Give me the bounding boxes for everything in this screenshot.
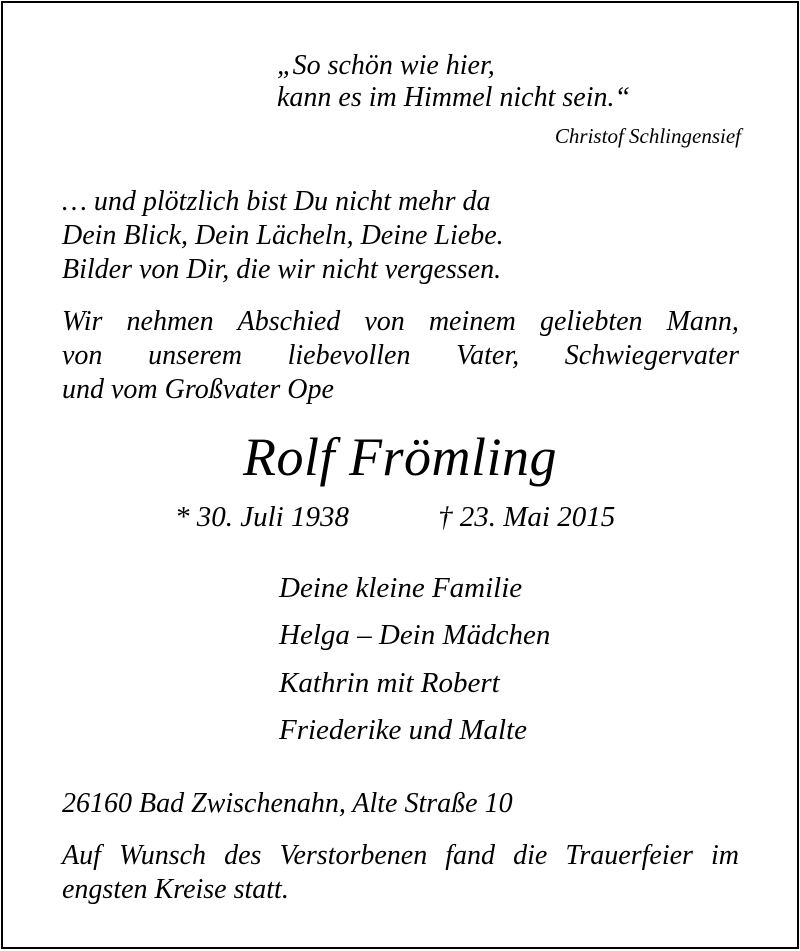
poem-line-1: … und plötzlich bist Du nicht mehr da [62, 186, 491, 217]
family-member: Friederike und Malte [279, 714, 528, 746]
farewell-word: Vater, [456, 340, 520, 371]
farewell-word: Wir [62, 306, 103, 337]
family-member: Helga – Dein Mädchen [279, 619, 551, 651]
farewell-word: nehmen [126, 306, 214, 337]
quote-line-1: „So schön wie hier, [277, 50, 495, 81]
farewell-line-2 [62, 342, 739, 370]
quote-author: Christof Schlingensief [554, 124, 741, 148]
farewell-word: meinem [428, 306, 516, 337]
farewell-word: Abschied [237, 306, 341, 337]
note-word: fand [445, 840, 496, 871]
note-word: die [513, 840, 548, 871]
note-line-1 [62, 842, 739, 870]
farewell-word: liebevollen [287, 340, 411, 371]
poem-line-2: Dein Blick, Dein Lächeln, Deine Liebe. [62, 220, 504, 251]
farewell-word: von [62, 340, 103, 371]
note-line-2: engsten Kreise statt. [62, 874, 289, 905]
deceased-name: Rolf Frömling [243, 427, 557, 487]
note-word: Auf [62, 840, 101, 871]
farewell-word: Schwiegervater [564, 340, 739, 371]
note-word: des [224, 840, 262, 871]
farewell-line-3: und vom Großvater Ope [62, 374, 334, 405]
farewell-word: von [364, 306, 405, 337]
quote-line-2: kann es im Himmel nicht sein.“ [277, 82, 631, 113]
family-member: Kathrin mit Robert [279, 667, 500, 699]
note-word: Trauerfeier [565, 840, 693, 871]
farewell-word: geliebten [539, 306, 643, 337]
farewell-word: Mann, [666, 306, 739, 337]
address: 26160 Bad Zwischenahn, Alte Straße 10 [62, 788, 513, 819]
family-heading: Deine kleine Familie [279, 572, 523, 604]
death-date: † 23. Mai 2015 [438, 501, 616, 533]
note-word: Verstorbenen [279, 840, 428, 871]
note-word: Wunsch [118, 840, 207, 871]
poem-line-3: Bilder von Dir, die wir nicht vergessen. [62, 254, 502, 285]
farewell-word: unserem [148, 340, 242, 371]
note-word: im [710, 840, 739, 871]
birth-date: * 30. Juli 1938 [175, 501, 349, 533]
farewell-line-1 [62, 308, 739, 336]
